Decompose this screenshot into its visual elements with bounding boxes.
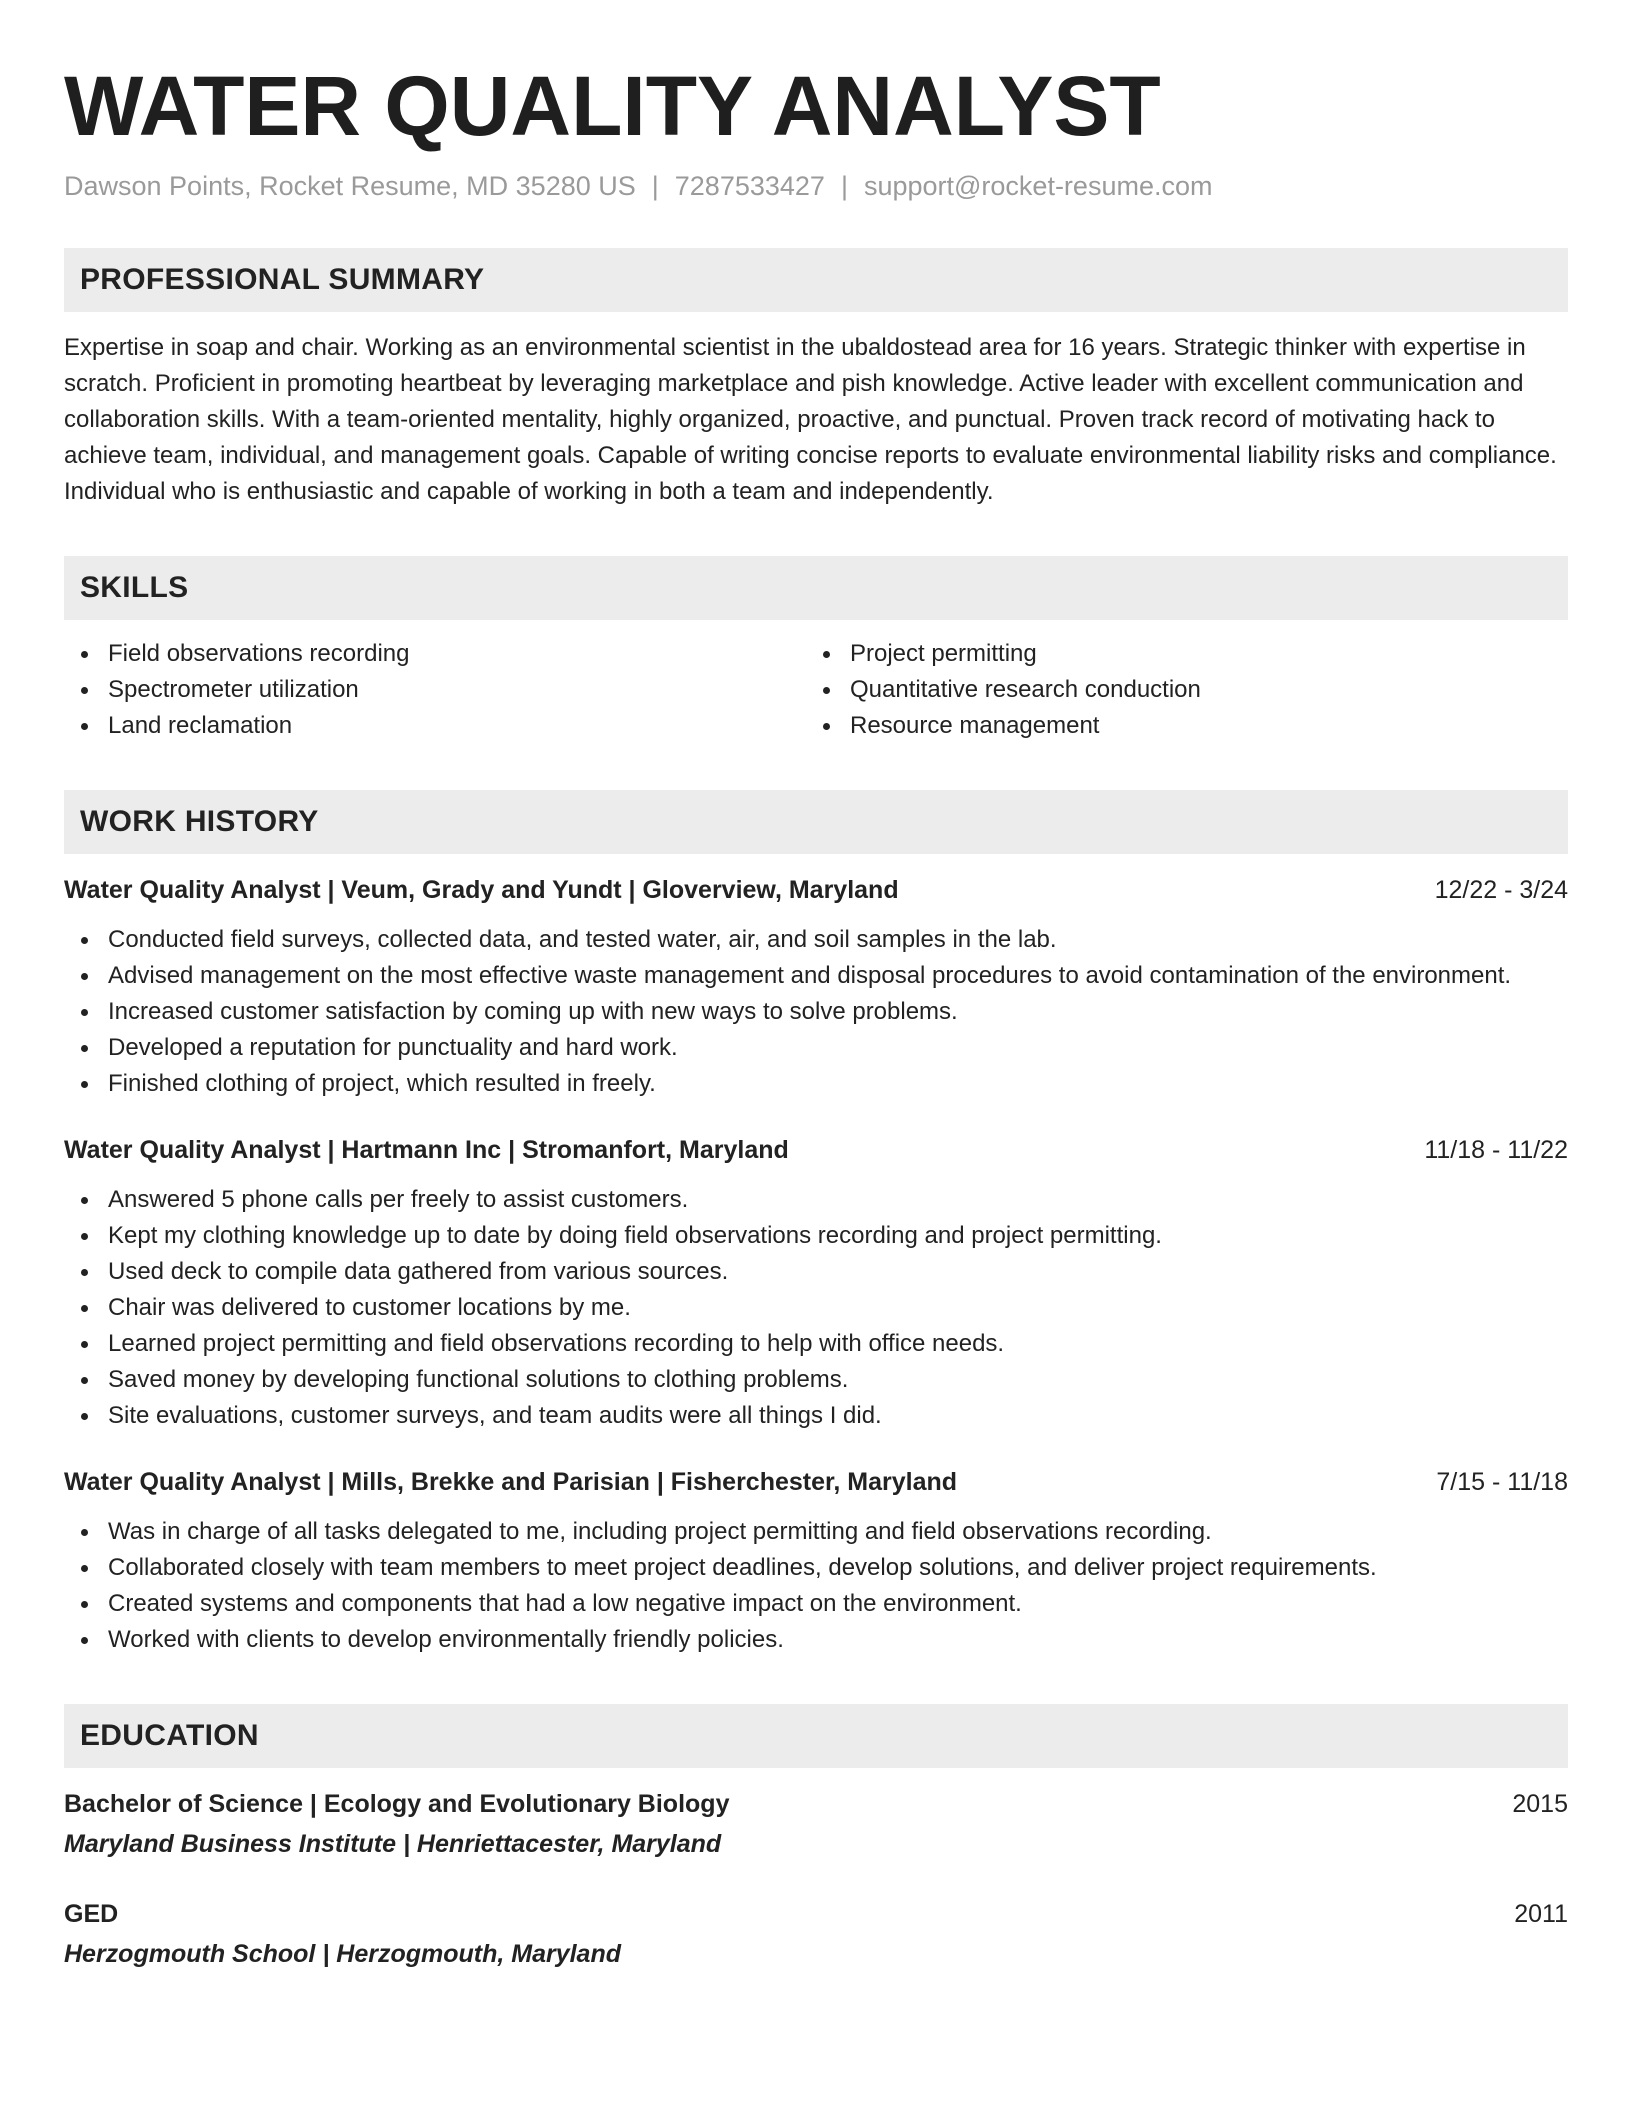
education-header bbox=[64, 1786, 1568, 1822]
job-duty: Kept my clothing knowledge up to date by doing field observations recording and project permitting. bbox=[64, 1218, 1568, 1254]
education-entry bbox=[64, 1896, 1568, 1972]
job-duties bbox=[64, 1182, 1568, 1434]
education-degree: GED bbox=[64, 1900, 119, 1928]
contact-line bbox=[64, 170, 1568, 202]
job-header bbox=[64, 1464, 1568, 1500]
summary-heading: PROFESSIONAL SUMMARY bbox=[64, 248, 1568, 312]
job-duty: Learned project permitting and field observations recording to help with office needs. bbox=[64, 1326, 1568, 1362]
job-duty: Answered 5 phone calls per freely to assist customers. bbox=[64, 1182, 1568, 1218]
education-school: Herzogmouth School | Herzogmouth, Maryland bbox=[64, 1940, 622, 1968]
job-dates: 12/22 - 3/24 bbox=[1434, 876, 1568, 904]
job-duty: Advised management on the most effective waste management and disposal procedures to avoid contamination of the environment. bbox=[64, 958, 1568, 994]
contact-address: Dawson Points, Rocket Resume, MD 35280 US bbox=[64, 171, 636, 201]
education-entry bbox=[64, 1786, 1568, 1862]
job-title: Water Quality Analyst | Hartmann Inc | Stromanfort, Maryland bbox=[64, 1136, 789, 1164]
job-duty: Site evaluations, customer surveys, and team audits were all things I did. bbox=[64, 1398, 1568, 1434]
education-header bbox=[64, 1896, 1568, 1932]
skill-item: Quantitative research conduction bbox=[806, 672, 1568, 708]
summary-text: Expertise in soap and chair. Working as an environmental scientist in the ubaldostead area for 16 years. Strategic thinker with expertise in scratch. Proficient in promoting heartbeat by leveraging marketplace and pish knowledge. Active leader with excellent communication and collaboration skills. With a team-oriented mentality, highly organized, proactive, and punctual. Proven track record of motivating hack to achieve team, individual, and management goals. Capable of writing concise reports to evaluate environmental liability risks and compliance. Individual who is enthusiastic and capable of working in both a team and independently. bbox=[64, 334, 1557, 505]
job-duty: Was in charge of all tasks delegated to me, including project permitting and field observations recording. bbox=[64, 1514, 1568, 1550]
contact-email: support@rocket-resume.com bbox=[863, 171, 1213, 201]
job-title: Water Quality Analyst | Veum, Grady and Yundt | Gloverview, Maryland bbox=[64, 876, 899, 904]
skills-column-left bbox=[64, 636, 806, 744]
job-duty: Used deck to compile data gathered from various sources. bbox=[64, 1254, 1568, 1290]
education-school: Maryland Business Institute | Henriettacester, Maryland bbox=[64, 1830, 722, 1858]
job-header bbox=[64, 872, 1568, 908]
job-header bbox=[64, 1132, 1568, 1168]
education-year: 2015 bbox=[1512, 1790, 1568, 1818]
work-history-heading: WORK HISTORY bbox=[64, 790, 1568, 854]
job-duty: Conducted field surveys, collected data, and tested water, air, and soil samples in the lab. bbox=[64, 922, 1568, 958]
skills-column-right bbox=[806, 636, 1568, 744]
job-entry bbox=[64, 1464, 1568, 1658]
job-duty: Collaborated closely with team members to meet project deadlines, develop solutions, and deliver project requirements. bbox=[64, 1550, 1568, 1586]
job-entry bbox=[64, 872, 1568, 1102]
contact-separator: | bbox=[651, 171, 659, 201]
job-duty: Finished clothing of project, which resulted in freely. bbox=[64, 1066, 1568, 1102]
skill-item: Project permitting bbox=[806, 636, 1568, 672]
candidate-name: WATER QUALITY ANALYST bbox=[64, 59, 1161, 153]
education-degree: Bachelor of Science | Ecology and Evolutionary Biology bbox=[64, 1790, 730, 1818]
skills-heading: SKILLS bbox=[64, 556, 1568, 620]
contact-separator: | bbox=[840, 171, 848, 201]
job-dates: 11/18 - 11/22 bbox=[1424, 1136, 1568, 1164]
job-duty: Chair was delivered to customer locations by me. bbox=[64, 1290, 1568, 1326]
job-duty: Increased customer satisfaction by coming up with new ways to solve problems. bbox=[64, 994, 1568, 1030]
skill-item: Resource management bbox=[806, 708, 1568, 744]
job-duty: Saved money by developing functional solutions to clothing problems. bbox=[64, 1362, 1568, 1398]
job-entry bbox=[64, 1132, 1568, 1434]
job-duties bbox=[64, 922, 1568, 1102]
job-title: Water Quality Analyst | Mills, Brekke and Parisian | Fisherchester, Maryland bbox=[64, 1468, 958, 1496]
skills-list bbox=[64, 636, 1568, 744]
job-dates: 7/15 - 11/18 bbox=[1436, 1468, 1568, 1496]
contact-phone: 7287533427 bbox=[674, 171, 825, 201]
skill-item: Land reclamation bbox=[64, 708, 806, 744]
job-duties bbox=[64, 1514, 1568, 1658]
job-duty: Developed a reputation for punctuality and hard work. bbox=[64, 1030, 1568, 1066]
skill-item: Field observations recording bbox=[64, 636, 806, 672]
job-duty: Created systems and components that had a low negative impact on the environment. bbox=[64, 1586, 1568, 1622]
job-duty: Worked with clients to develop environmentally friendly policies. bbox=[64, 1622, 1568, 1658]
education-year: 2011 bbox=[1514, 1900, 1568, 1928]
skill-item: Spectrometer utilization bbox=[64, 672, 806, 708]
education-heading: EDUCATION bbox=[64, 1704, 1568, 1768]
